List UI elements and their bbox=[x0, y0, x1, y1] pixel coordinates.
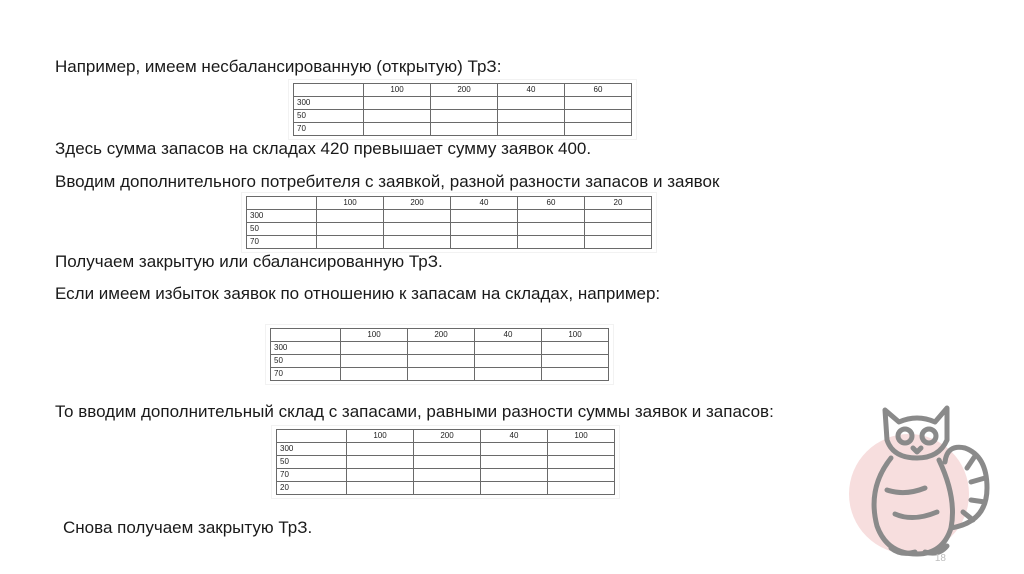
table-cell bbox=[475, 355, 542, 368]
table-header-cell: 200 bbox=[414, 430, 481, 443]
table-cell bbox=[341, 368, 408, 381]
table-row bbox=[247, 236, 652, 249]
table-2 bbox=[242, 193, 656, 252]
table-cell bbox=[498, 97, 565, 110]
paragraph-2: Здесь сумма запасов на складах 420 превышает сумму заявок 400. bbox=[55, 139, 592, 158]
table-row-label: 50 bbox=[247, 223, 317, 236]
table-cell bbox=[364, 110, 431, 123]
table-header-cell: 40 bbox=[481, 430, 548, 443]
table-1 bbox=[289, 80, 636, 139]
table-cell bbox=[347, 469, 414, 482]
table-row-label: 50 bbox=[294, 110, 364, 123]
table-header-row bbox=[247, 197, 652, 210]
table-cell bbox=[384, 236, 451, 249]
table-cell bbox=[481, 482, 548, 495]
table-row-label: 70 bbox=[277, 469, 347, 482]
table-row bbox=[294, 123, 632, 136]
table-row bbox=[271, 355, 609, 368]
table-row-label: 50 bbox=[277, 456, 347, 469]
table-cell bbox=[498, 123, 565, 136]
table-cell bbox=[451, 236, 518, 249]
table-cell bbox=[408, 368, 475, 381]
table-cell bbox=[347, 482, 414, 495]
table-cell bbox=[585, 210, 652, 223]
table-row-label: 300 bbox=[271, 342, 341, 355]
table-cell bbox=[364, 97, 431, 110]
table-corner-cell bbox=[247, 197, 317, 210]
table-header-row bbox=[294, 84, 632, 97]
table-cell bbox=[548, 469, 615, 482]
table-header-cell: 40 bbox=[475, 329, 542, 342]
table-cell bbox=[548, 456, 615, 469]
table-row bbox=[294, 110, 632, 123]
table-cell bbox=[451, 210, 518, 223]
table-cell bbox=[408, 355, 475, 368]
table-row bbox=[294, 97, 632, 110]
table-corner-cell bbox=[294, 84, 364, 97]
table-row-label: 70 bbox=[271, 368, 341, 381]
table-row bbox=[277, 443, 615, 456]
table-row-label: 70 bbox=[247, 236, 317, 249]
table-row bbox=[277, 456, 615, 469]
table-cell bbox=[347, 443, 414, 456]
page-number: 18 bbox=[934, 553, 946, 564]
table-cell bbox=[481, 443, 548, 456]
table-cell bbox=[475, 342, 542, 355]
table-cell bbox=[414, 469, 481, 482]
table-cell bbox=[408, 342, 475, 355]
table-cell bbox=[341, 342, 408, 355]
table-header-cell: 60 bbox=[518, 197, 585, 210]
table-row-label: 300 bbox=[247, 210, 317, 223]
table-row bbox=[247, 210, 652, 223]
table-cell bbox=[384, 223, 451, 236]
paragraph-7: Снова получаем закрытую ТрЗ. bbox=[63, 518, 313, 537]
table-3 bbox=[266, 325, 613, 384]
table-cell bbox=[518, 223, 585, 236]
table-cell bbox=[414, 482, 481, 495]
table-cell bbox=[548, 482, 615, 495]
paragraph-1: Например, имеем несбалансированную (открытую) ТрЗ: bbox=[55, 57, 502, 76]
table-4 bbox=[272, 426, 619, 498]
table-row bbox=[247, 223, 652, 236]
table-cell bbox=[565, 123, 632, 136]
table-cell bbox=[317, 210, 384, 223]
table-row bbox=[271, 342, 609, 355]
table-header-cell: 100 bbox=[364, 84, 431, 97]
table-cell bbox=[585, 236, 652, 249]
table-cell bbox=[317, 223, 384, 236]
table-header-cell: 100 bbox=[341, 329, 408, 342]
table-row-label: 300 bbox=[294, 97, 364, 110]
table-cell bbox=[481, 469, 548, 482]
table-header-cell: 200 bbox=[384, 197, 451, 210]
table-cell bbox=[518, 236, 585, 249]
table-cell bbox=[451, 223, 518, 236]
table-cell bbox=[585, 223, 652, 236]
table-row-label: 20 bbox=[277, 482, 347, 495]
table-cell bbox=[341, 355, 408, 368]
table-row-label: 70 bbox=[294, 123, 364, 136]
table-cell bbox=[475, 368, 542, 381]
paragraph-3: Вводим дополнительного потребителя с заявкой, разной разности запасов и заявок bbox=[55, 172, 720, 191]
table-cell bbox=[431, 123, 498, 136]
table-header-cell: 100 bbox=[317, 197, 384, 210]
table-row bbox=[277, 482, 615, 495]
table-cell bbox=[414, 443, 481, 456]
table-cell bbox=[542, 355, 609, 368]
table-cell bbox=[542, 368, 609, 381]
table-cell bbox=[518, 210, 585, 223]
paragraph-4: Получаем закрытую или сбалансированную ТрЗ. bbox=[55, 252, 443, 271]
table-header-cell: 40 bbox=[498, 84, 565, 97]
paragraph-6: То вводим дополнительный склад с запасами, равными разности суммы заявок и запасов: bbox=[55, 402, 774, 421]
table-header-cell: 200 bbox=[408, 329, 475, 342]
table-cell bbox=[481, 456, 548, 469]
table-cell bbox=[548, 443, 615, 456]
table-cell bbox=[431, 110, 498, 123]
table-header-cell: 40 bbox=[451, 197, 518, 210]
table-row-label: 300 bbox=[277, 443, 347, 456]
table-cell bbox=[565, 97, 632, 110]
table-corner-cell bbox=[277, 430, 347, 443]
table-cell bbox=[431, 97, 498, 110]
table-header-cell: 100 bbox=[347, 430, 414, 443]
table-header-cell: 60 bbox=[565, 84, 632, 97]
lemur-icon bbox=[847, 396, 999, 562]
table-header-cell: 100 bbox=[542, 329, 609, 342]
table-header-cell: 100 bbox=[548, 430, 615, 443]
table-cell bbox=[347, 456, 414, 469]
table-cell bbox=[565, 110, 632, 123]
table-row-label: 50 bbox=[271, 355, 341, 368]
table-header-row bbox=[277, 430, 615, 443]
table-cell bbox=[542, 342, 609, 355]
table-cell bbox=[384, 210, 451, 223]
table-corner-cell bbox=[271, 329, 341, 342]
table-row bbox=[271, 368, 609, 381]
paragraph-5: Если имеем избыток заявок по отношению к запасам на складах, например: bbox=[55, 284, 661, 303]
table-header-row bbox=[271, 329, 609, 342]
table-cell bbox=[498, 110, 565, 123]
table-header-cell: 20 bbox=[585, 197, 652, 210]
table-header-cell: 200 bbox=[431, 84, 498, 97]
table-row bbox=[277, 469, 615, 482]
table-cell bbox=[364, 123, 431, 136]
table-cell bbox=[317, 236, 384, 249]
table-cell bbox=[414, 456, 481, 469]
